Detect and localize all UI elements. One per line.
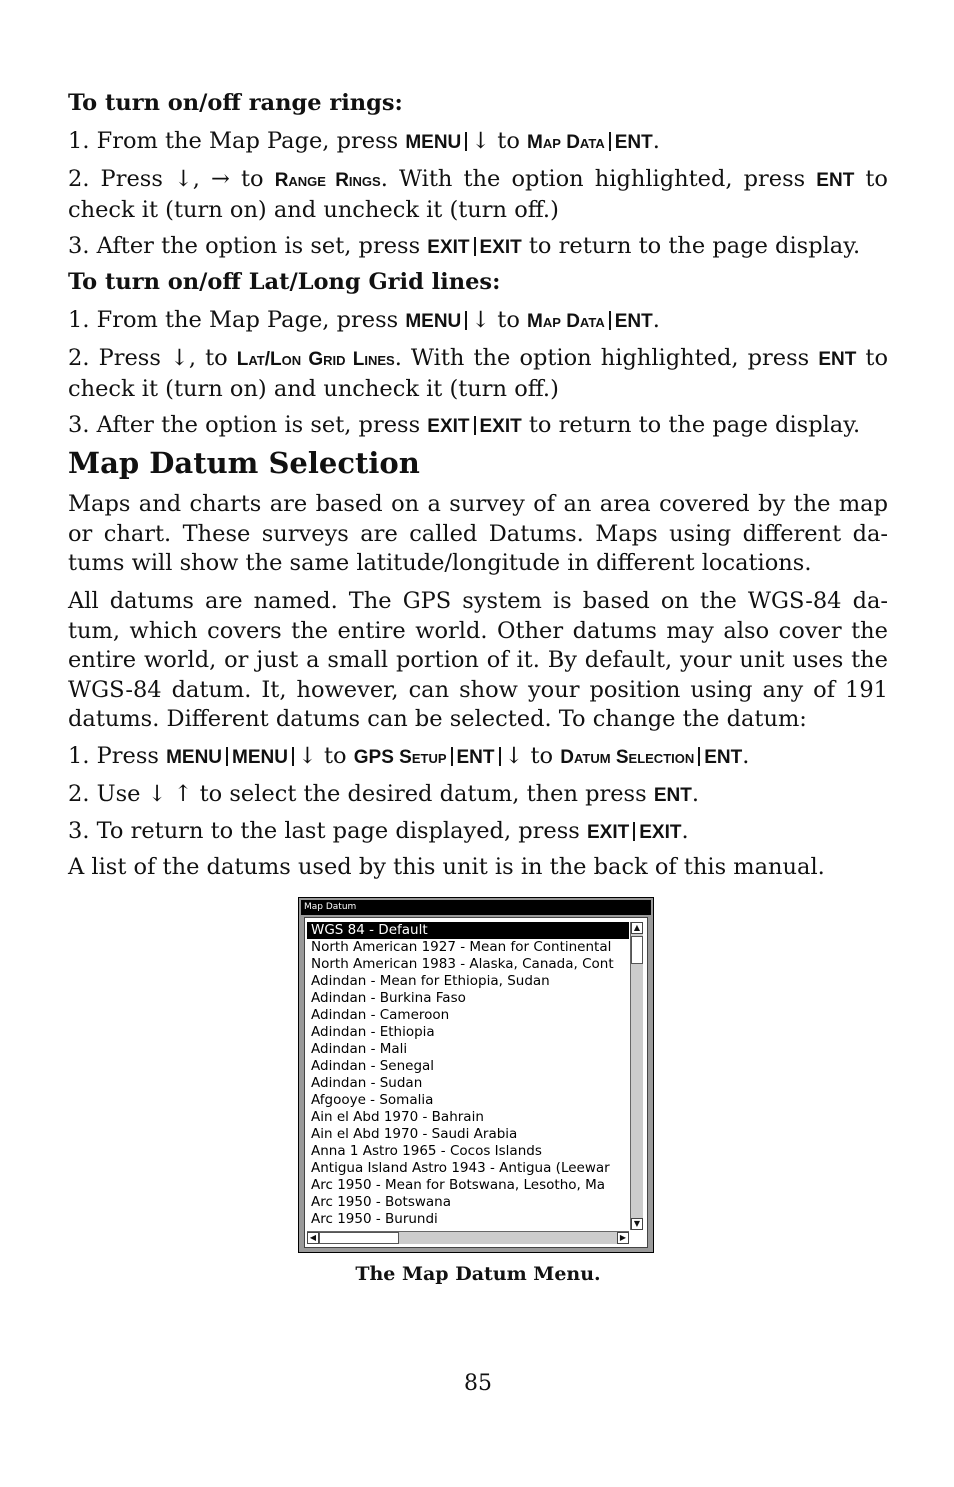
datum-list-item[interactable]: Adindan - Sudan bbox=[311, 1075, 423, 1091]
datum-list-item[interactable]: Ain el Abd 1970 - Saudi Arabia bbox=[311, 1126, 518, 1142]
datum-list-item[interactable]: Ain el Abd 1970 - Bahrain bbox=[311, 1109, 484, 1125]
range-rings-step-2: 2. Press ↓, → to Range Rings. With the option highlighted, press ENT to check it (turn on) and uncheck it (turn off.) bbox=[68, 166, 888, 223]
datum-paragraph-1: Maps and charts are based on a survey of an area covered by the map or chart. These surveys are called Datums. Maps using different da-tums will show the same latitude/longitude in different locations. bbox=[68, 491, 888, 576]
map-datum-screenshot bbox=[298, 897, 654, 1253]
datum-list-item[interactable]: Anna 1 Astro 1965 - Cocos Islands bbox=[311, 1143, 542, 1159]
section-heading: Map Datum Selection bbox=[68, 446, 420, 480]
datum-step-1: 1. Press MENU MENU ↓ to GPS Setup ENT ↓ to Datum Selection ENT. bbox=[68, 743, 750, 769]
grid-lines-step-3: 3. After the option is set, press EXIT EXIT to return to the page display. bbox=[68, 412, 861, 438]
range-rings-heading: To turn on/off range rings: bbox=[68, 90, 403, 116]
datum-list-panel bbox=[304, 917, 648, 1248]
datum-step-2: 2. Use ↓ ↑ to select the desired datum, then press ENT. bbox=[68, 781, 699, 807]
scroll-left-icon[interactable]: ◀ bbox=[307, 1232, 319, 1244]
datum-list-item[interactable]: Arc 1950 - Mean for Botswana, Lesotho, Ma bbox=[311, 1177, 606, 1193]
datum-list-item[interactable]: North American 1983 - Alaska, Canada, Cont bbox=[311, 956, 614, 972]
datum-list-item[interactable]: Adindan - Cameroon bbox=[311, 1007, 450, 1023]
vertical-scrollbar[interactable] bbox=[630, 922, 643, 1230]
datum-list-item-selected[interactable]: WGS 84 - Default bbox=[307, 922, 629, 939]
scroll-down-icon[interactable]: ▼ bbox=[631, 1218, 643, 1230]
datum-list-item[interactable]: Adindan - Mali bbox=[311, 1041, 408, 1057]
datum-step-3: 3. To return to the last page displayed, press EXIT EXIT. bbox=[68, 818, 689, 844]
datum-list-item[interactable]: Adindan - Burkina Faso bbox=[311, 990, 466, 1006]
datum-paragraph-2: All datums are named. The GPS system is based on the WGS-84 da-tum, which covers the entire world. Other datums may also cover the entire world, or just a small portion of it. By default, your unit uses the WGS-84 datum. It, however, can show your position using any of 191 datums. Different datums can be selected. To change the datum: bbox=[68, 588, 888, 732]
window-title: Map Datum bbox=[301, 900, 651, 915]
range-rings-step-3: 3. After the option is set, press EXIT EXIT to return to the page display. bbox=[68, 233, 861, 259]
horizontal-scroll-thumb[interactable] bbox=[319, 1232, 399, 1244]
scroll-up-icon[interactable]: ▲ bbox=[631, 922, 643, 934]
datum-list-item[interactable]: Arc 1950 - Botswana bbox=[311, 1194, 452, 1210]
datum-list-item[interactable]: Adindan - Senegal bbox=[311, 1058, 435, 1074]
datum-list-item[interactable]: Adindan - Mean for Ethiopia, Sudan bbox=[311, 973, 550, 989]
datum-list[interactable] bbox=[307, 922, 629, 1230]
figure-caption: The Map Datum Menu. bbox=[355, 1263, 601, 1285]
datum-list-item[interactable]: North American 1927 - Mean for Continental bbox=[311, 939, 612, 955]
datum-list-item[interactable]: Adindan - Ethiopia bbox=[311, 1024, 435, 1040]
range-rings-step-1: 1. From the Map Page, press MENU ↓ to Map Data ENT. bbox=[68, 128, 660, 154]
vertical-scroll-thumb[interactable] bbox=[631, 936, 643, 964]
horizontal-scrollbar[interactable] bbox=[307, 1231, 629, 1244]
datum-paragraph-3: A list of the datums used by this unit is in the back of this manual. bbox=[68, 854, 825, 880]
datum-list-item[interactable]: Arc 1950 - Burundi bbox=[311, 1211, 438, 1227]
grid-lines-step-2: 2. Press ↓, to Lat/Lon Grid Lines. With the option highlighted, press ENT to check it (turn on) and uncheck it (turn off.) bbox=[68, 345, 888, 402]
page-number: 85 bbox=[464, 1371, 492, 1396]
datum-list-item[interactable]: Antigua Island Astro 1943 - Antigua (Leewar bbox=[311, 1160, 610, 1176]
grid-lines-step-1: 1. From the Map Page, press MENU ↓ to Map Data ENT. bbox=[68, 307, 660, 333]
datum-list-item[interactable]: Afgooye - Somalia bbox=[311, 1092, 434, 1108]
grid-lines-heading: To turn on/off Lat/Long Grid lines: bbox=[68, 269, 501, 295]
scroll-right-icon[interactable]: ▶ bbox=[617, 1232, 629, 1244]
